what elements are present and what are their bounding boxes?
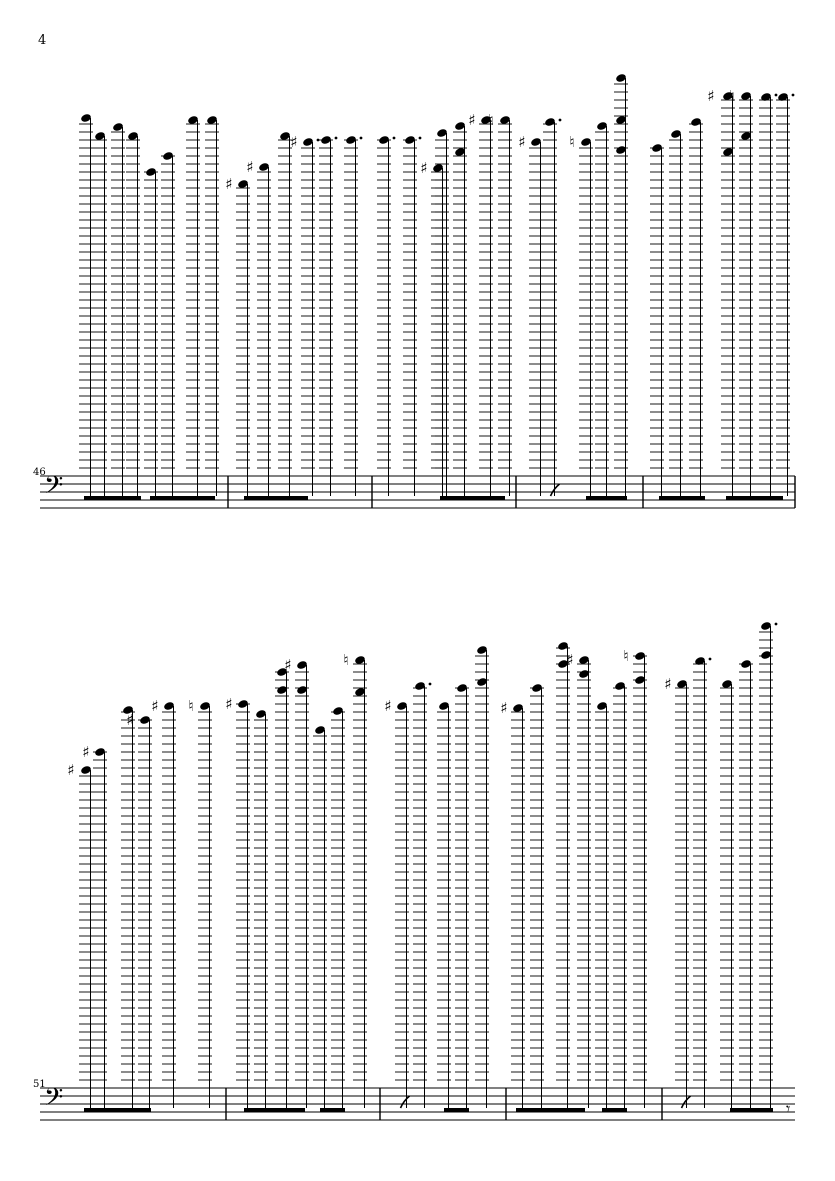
sharp-icon: ♯ bbox=[707, 87, 715, 105]
sharp-icon: ♯ bbox=[500, 699, 508, 717]
beam bbox=[244, 1108, 305, 1112]
natural-icon: ♮ bbox=[569, 133, 575, 151]
sharp-icon: ♯ bbox=[566, 651, 574, 669]
augmentation-dot bbox=[393, 137, 396, 140]
measure-number-51: 51 bbox=[33, 1079, 46, 1090]
beam bbox=[516, 1108, 585, 1112]
augmentation-dot bbox=[429, 683, 432, 686]
natural-icon: ♮ bbox=[343, 651, 349, 669]
sharp-icon: ♯ bbox=[82, 743, 90, 761]
sharp-icon: ♯ bbox=[518, 133, 526, 151]
natural-icon: ♮ bbox=[729, 87, 735, 105]
beam bbox=[444, 1108, 469, 1112]
augmentation-dot bbox=[792, 94, 795, 97]
beam bbox=[659, 496, 705, 500]
sharp-icon: ♯ bbox=[225, 695, 233, 713]
page-number: 4 bbox=[38, 33, 47, 48]
sharp-icon: ♯ bbox=[246, 158, 254, 176]
beam bbox=[730, 1108, 773, 1112]
note-flag bbox=[401, 1096, 410, 1108]
natural-icon: ♮ bbox=[488, 111, 494, 129]
augmentation-dot bbox=[317, 139, 320, 142]
sharp-icon: ♯ bbox=[126, 711, 134, 729]
sharp-icon: ♯ bbox=[420, 159, 428, 177]
augmentation-dot bbox=[335, 137, 338, 140]
sharp-icon: ♯ bbox=[384, 697, 392, 715]
beam bbox=[440, 496, 505, 500]
beam bbox=[320, 1108, 345, 1112]
bass-clef-icon: 𝄢 bbox=[44, 471, 64, 506]
sharp-icon: ♯ bbox=[290, 133, 298, 151]
bass-clef-icon: 𝄢 bbox=[44, 1083, 64, 1118]
beam bbox=[602, 1108, 627, 1112]
sharp-icon: ♯ bbox=[664, 675, 672, 693]
beam bbox=[150, 496, 215, 500]
augmentation-dot bbox=[419, 137, 422, 140]
beam bbox=[244, 496, 308, 500]
beam bbox=[726, 496, 783, 500]
augmentation-dot bbox=[709, 658, 712, 661]
sharp-icon: ♯ bbox=[67, 761, 75, 779]
beam bbox=[84, 1108, 151, 1112]
sharp-icon: ♯ bbox=[151, 697, 159, 715]
augmentation-dot bbox=[559, 119, 562, 122]
sharp-icon: ♯ bbox=[468, 111, 476, 129]
natural-icon: ♮ bbox=[188, 697, 194, 715]
measure-number-46: 46 bbox=[33, 467, 46, 478]
augmentation-dot bbox=[775, 623, 778, 626]
beam bbox=[84, 496, 141, 500]
augmentation-dot bbox=[775, 94, 778, 97]
sharp-icon: ♯ bbox=[225, 175, 233, 193]
natural-icon: ♮ bbox=[623, 647, 629, 665]
augmentation-dot bbox=[360, 137, 363, 140]
sharp-icon: ♯ bbox=[284, 656, 292, 674]
beam bbox=[586, 496, 627, 500]
eighth-rest-icon: 𝄾 bbox=[786, 1099, 791, 1118]
